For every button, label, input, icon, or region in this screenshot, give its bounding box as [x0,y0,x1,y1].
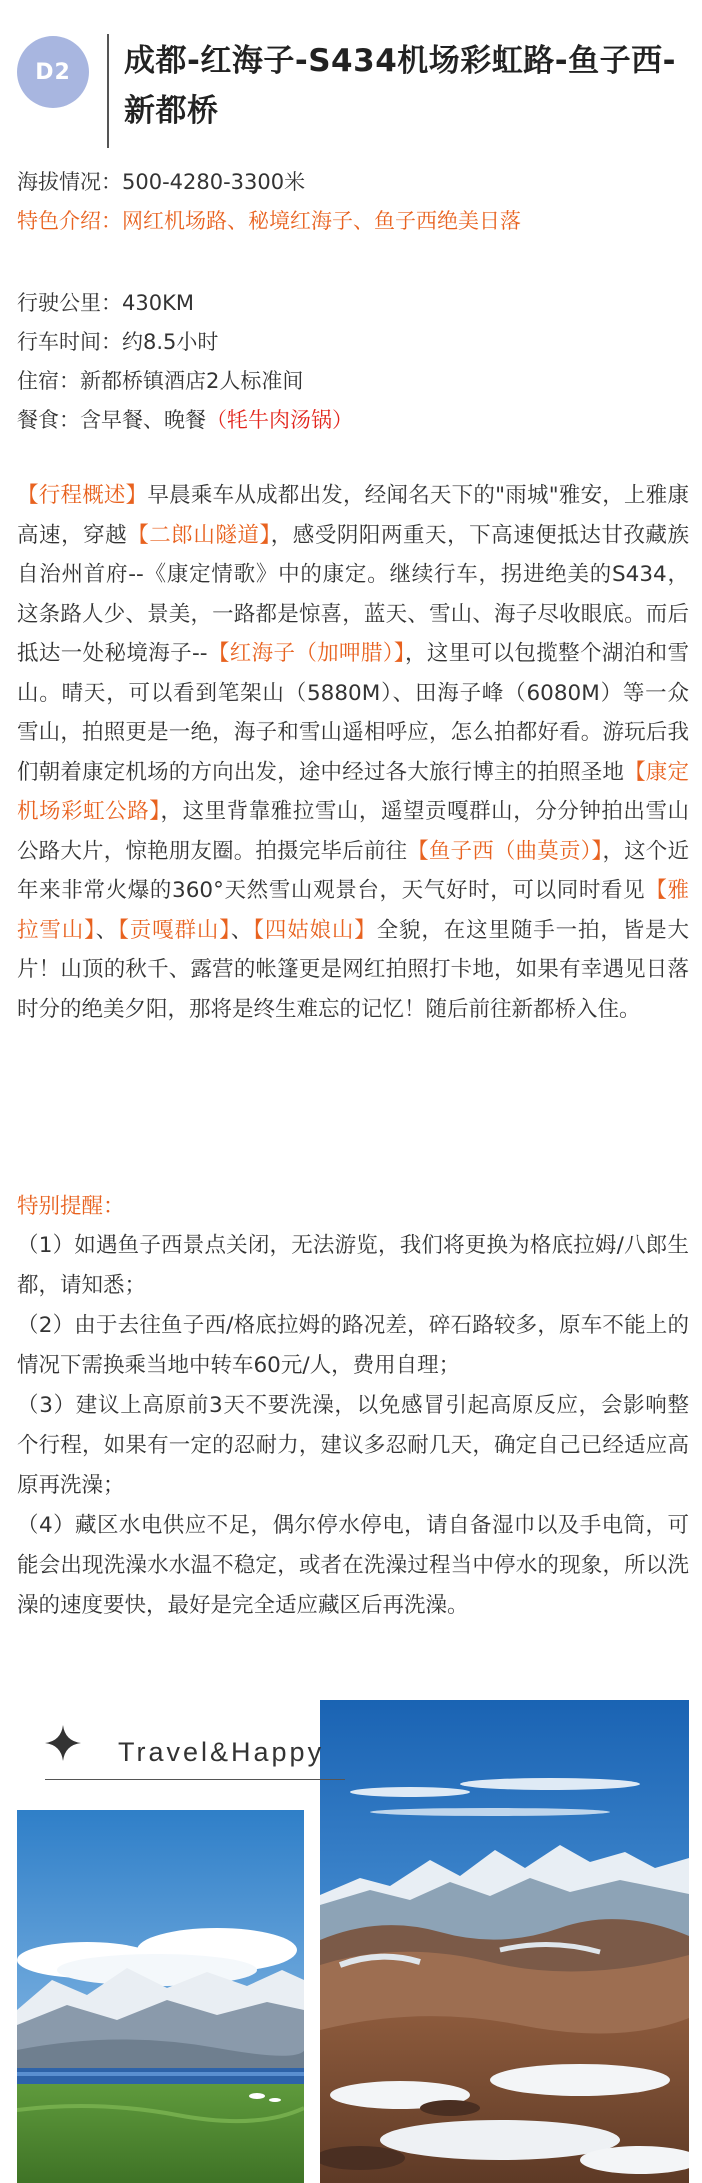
meals-info [17,401,687,440]
mountain-photo-right [320,1700,689,2183]
overview-segment: 【四姑娘山】 [253,917,377,943]
overview-segment: 【红海子（加呷腊）】 [207,641,406,666]
logistics-info-block [17,284,687,440]
overview-segment: 【康定机场彩虹公路】 [17,759,689,824]
itinerary-overview [17,476,689,1029]
meals-highlight: （牦牛肉汤锅） [206,408,353,432]
photo-gallery [0,1700,702,2183]
tip-item: （1）如遇鱼子西景点关闭，无法游览，我们将更换为格底拉姆/八郎生都，请知悉； [17,1233,689,1298]
tip-item: （2）由于去往鱼子西/格底拉姆的路况差，碎石路较多，原车不能上的情况下需换乘当地中转车60元/人，费用自理； [17,1313,689,1378]
overview-segment: 【贡嘎群山】 [118,917,231,943]
mountain-photo-left [17,1810,304,2183]
lake-mountain-landscape [17,1810,304,2183]
header-divider [107,34,109,148]
distance-info: 行驶公里：430KM [17,291,194,315]
travel-slogan: Travel&Happy [118,1737,325,1767]
overview-segment: 【行程概述】 [17,483,148,508]
overview-segment: ，这里背靠雅拉雪山，遥望贡嘎群山，分分钟拍出雪山公路大片，惊艳朋友圈。拍摄完毕后前往 [17,799,689,864]
day-badge: D2 [17,36,89,108]
overview-segment: 【鱼子西（曲莫贡）】 [407,838,603,864]
altitude-info: 海拔情况：500-4280-3300米 [17,170,306,194]
overview-segment: 【二郎山隧道】 [127,522,271,548]
overview-segment: 、 [95,917,119,943]
tip-item: （3）建议上高原前3天不要洗澡，以免感冒引起高原反应，会影响整个行程，如果有一定的忍耐力，建议多忍耐几天，确定自己已经适应高原再洗澡； [17,1393,689,1498]
day-header [0,0,702,160]
route-info-block [17,163,687,241]
slogan-underline [45,1779,345,1780]
overview-segment: ，这个近年来非常火爆的360°天然雪山观景台，天气好时，可以同时看见 [17,838,689,903]
tip-item: （4）藏区水电供应不足，偶尔停水停电，请自备湿巾以及手电筒，可能会出现洗澡水水温不稳定，或者在洗澡过程当中停水的现象，所以洗澡的速度要快，最好是完全适应藏区后再洗澡。 [17,1513,689,1618]
duration-info: 行车时间：约8.5小时 [17,330,219,354]
overview-segment: 【雅拉雪山】 [17,878,689,943]
four-point-star-icon [45,1725,81,1761]
lodging-info: 住宿：新都桥镇酒店2人标准间 [17,369,304,393]
snow-mountain-panorama [320,1700,689,2183]
overview-segment: 早晨乘车从成都出发，经闻名天下的"雨城"雅安，上雅康高速，穿越 [17,483,689,548]
overview-segment: ，感受阴阳两重天，下高速便抵达甘孜藏族自治州首府--《康定情歌》中的康定。继续行车，拐进绝美的S434，这条路人少、景美，一路都是惊喜，蓝天、雪山、海子尽收眼底。而后抵达一处秘境海子-- [17,522,689,666]
overview-segment: 全貌，在这里随手一拍，皆是大片！山顶的秋千、露营的帐篷更是网红拍照打卡地，如果有幸遇见日落时分的绝美夕阳，那将是终生难忘的记忆！随后前往新都桥入住。 [17,917,689,1022]
tips-title: 特别提醒： [17,1194,125,1219]
feature-info: 特色介绍：网红机场路、秘境红海子、鱼子西绝美日落 [17,209,521,233]
meals-text: 餐食：含早餐、晚餐 [17,408,206,432]
tips-list [17,1226,689,1626]
overview-segment: ，这里可以包揽整个湖泊和雪山。晴天，可以看到笔架山（5880M）、田海子峰（6080M）等一众雪山，拍照更是一绝，海子和雪山遥相呼应，怎么拍都好看。游玩后我们朝着康定机场的方向出发，途中经过各大旅行博主的拍照圣地 [17,641,689,785]
overview-segment: 、 [230,917,254,943]
route-title: 成都-红海子-S434机场彩虹路-鱼子西-新都桥 [124,43,676,129]
